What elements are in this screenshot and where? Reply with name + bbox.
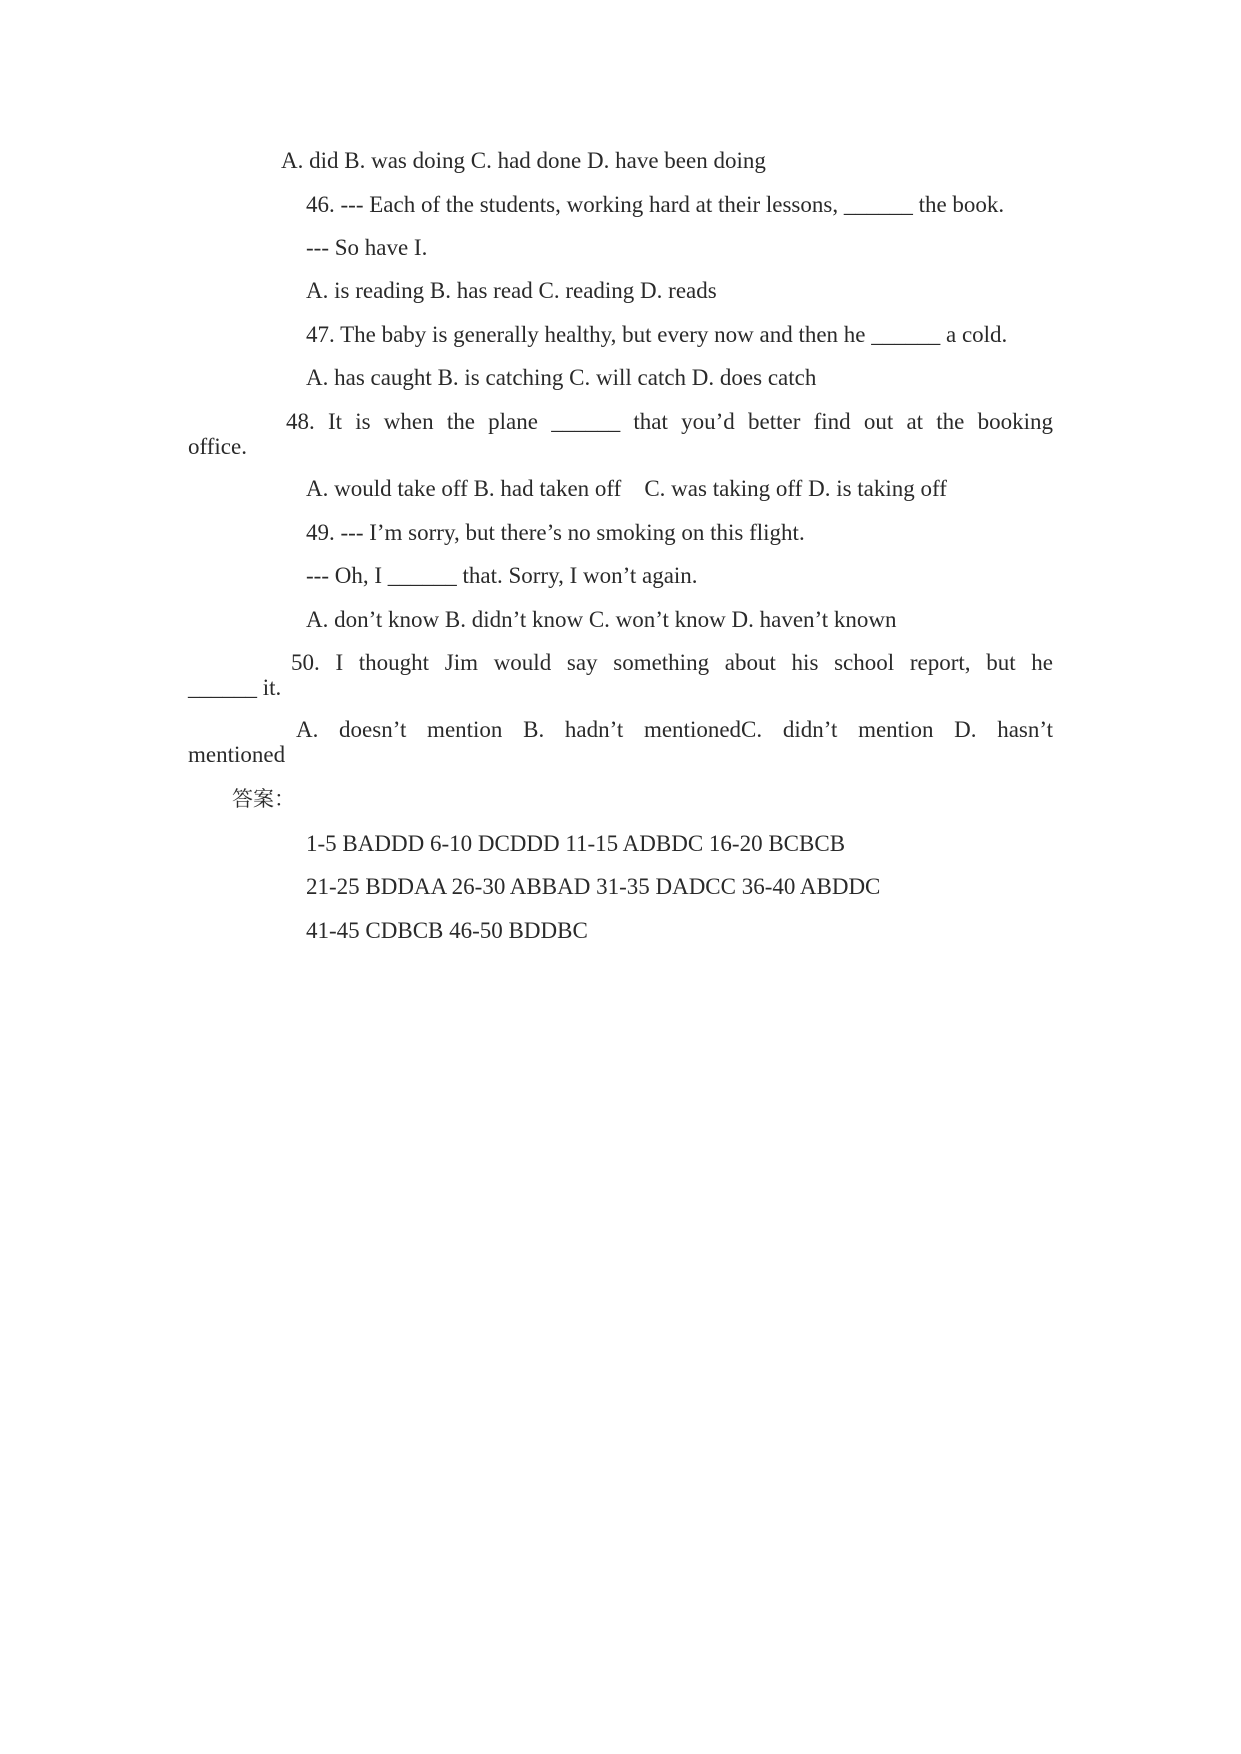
q47-options: A. has caught B. is catching C. will catch D. does catch (306, 365, 817, 390)
answers-heading: 答案： (232, 787, 295, 811)
q50-options (188, 717, 1053, 767)
q46-reply: --- So have I. (306, 235, 428, 260)
q47-stem: 47. The baby is generally healthy, but every now and then he ______ a cold. (306, 322, 1008, 347)
q49-options: A. don’t know B. didn’t know C. won’t know D. haven’t known (306, 607, 897, 632)
answers-row-1: 1-5 BADDD 6-10 DCDDD 11-15 ADBDC 16-20 BCBCB (306, 831, 846, 856)
q49-reply: --- Oh, I ______ that. Sorry, I won’t again. (306, 563, 698, 588)
q45-options: A. did B. was doing C. had done D. have been doing (281, 148, 766, 173)
q46-stem: 46. --- Each of the students, working hard at their lessons, ______ the book. (306, 192, 1005, 217)
q50-options-line1: A. doesn’t mention B. hadn’t mentionedC. didn’t mention D. hasn’t (296, 717, 1053, 742)
q50-stem-line1: 50. I thought Jim would say something about his school report, but he (291, 650, 1053, 675)
q50-options-line2: mentioned (188, 742, 286, 767)
q49-stem: 49. --- I’m sorry, but there’s no smoking on this flight. (306, 520, 805, 545)
q48-options: A. would take off B. had taken off C. was taking off D. is taking off (306, 476, 947, 501)
q50-stem (188, 650, 1053, 700)
answers-row-3: 41-45 CDBCB 46-50 BDDBC (306, 918, 588, 943)
answers-row-2: 21-25 BDDAA 26-30 ABBAD 31-35 DADCC 36-40 ABDDC (306, 874, 881, 899)
q48-stem-line1: 48. It is when the plane ______ that you’d better find out at the booking (286, 409, 1053, 434)
q48-stem-line2: office. (188, 434, 247, 459)
q48-stem (188, 409, 1053, 459)
q46-options: A. is reading B. has read C. reading D. reads (306, 278, 717, 303)
q50-stem-line2: ______ it. (188, 675, 282, 700)
